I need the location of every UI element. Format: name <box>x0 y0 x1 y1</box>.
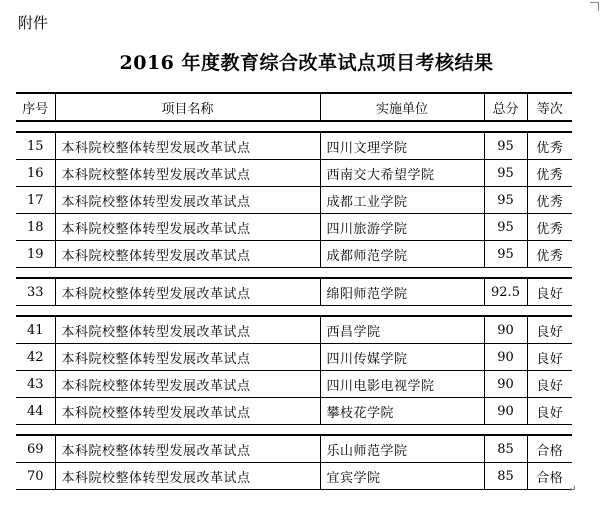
score-cell: 92.5 <box>484 278 527 306</box>
table-row <box>16 371 572 398</box>
unit-cell: 成都工业学院 <box>320 187 484 214</box>
grade-cell: 良好 <box>527 316 572 344</box>
grade-cell: 良好 <box>527 344 572 371</box>
project-name-cell: 本科院校整体转型发展改革试点 <box>55 278 320 306</box>
results-table <box>16 92 572 490</box>
separator-cell <box>16 121 572 132</box>
seq-cell: 43 <box>16 371 55 398</box>
group-separator <box>16 268 572 279</box>
project-name-cell: 本科院校整体转型发展改革试点 <box>55 187 320 214</box>
grade-cell: 良好 <box>527 398 572 425</box>
table-row <box>16 463 572 490</box>
seq-cell: 16 <box>16 160 55 187</box>
unit-cell: 成都师范学院 <box>320 241 484 268</box>
project-name-cell: 本科院校整体转型发展改革试点 <box>55 241 320 268</box>
score-cell: 85 <box>484 435 527 463</box>
grade-cell: 优秀 <box>527 132 572 160</box>
group-separator <box>16 121 572 132</box>
table-row <box>16 344 572 371</box>
column-header-grade: 等次 <box>527 93 572 121</box>
table-row <box>16 132 572 160</box>
project-name-cell: 本科院校整体转型发展改革试点 <box>55 435 320 463</box>
column-header-score: 总分 <box>484 93 527 121</box>
grade-cell: 优秀 <box>527 214 572 241</box>
separator-cell <box>16 425 572 436</box>
table-row <box>16 187 572 214</box>
score-cell: 90 <box>484 398 527 425</box>
grade-cell: 良好 <box>527 278 572 306</box>
project-name-cell: 本科院校整体转型发展改革试点 <box>55 214 320 241</box>
project-name-cell: 本科院校整体转型发展改革试点 <box>55 316 320 344</box>
unit-cell: 四川旅游学院 <box>320 214 484 241</box>
table-row <box>16 278 572 306</box>
table-row <box>16 214 572 241</box>
project-name-cell: 本科院校整体转型发展改革试点 <box>55 371 320 398</box>
unit-cell: 四川传媒学院 <box>320 344 484 371</box>
score-cell: 95 <box>484 241 527 268</box>
grade-cell: 优秀 <box>527 160 572 187</box>
grade-cell: 合格 <box>527 463 572 490</box>
grade-cell: 优秀 <box>527 241 572 268</box>
seq-cell: 18 <box>16 214 55 241</box>
score-cell: 95 <box>484 160 527 187</box>
table-row <box>16 316 572 344</box>
unit-cell: 乐山师范学院 <box>320 435 484 463</box>
score-cell: 90 <box>484 344 527 371</box>
table-row <box>16 435 572 463</box>
seq-cell: 70 <box>16 463 55 490</box>
table-row <box>16 398 572 425</box>
paragraph-mark: ↵ <box>568 484 577 495</box>
attachment-label: 附件 <box>18 14 49 32</box>
seq-cell: 17 <box>16 187 55 214</box>
document-title: 2016 年度教育综合改革试点项目考核结果 <box>119 52 494 74</box>
column-header-project: 项目名称 <box>55 93 320 121</box>
unit-cell: 攀枝花学院 <box>320 398 484 425</box>
unit-cell: 绵阳师范学院 <box>320 278 484 306</box>
score-cell: 85 <box>484 463 527 490</box>
score-cell: 95 <box>484 132 527 160</box>
project-name-cell: 本科院校整体转型发展改革试点 <box>55 132 320 160</box>
project-name-cell: 本科院校整体转型发展改革试点 <box>55 344 320 371</box>
unit-cell: 四川文理学院 <box>320 132 484 160</box>
page-corner-mark <box>590 2 599 11</box>
score-cell: 90 <box>484 316 527 344</box>
unit-cell: 宜宾学院 <box>320 463 484 490</box>
seq-cell: 42 <box>16 344 55 371</box>
group-separator <box>16 425 572 436</box>
table-row <box>16 241 572 268</box>
column-header-unit: 实施单位 <box>320 93 484 121</box>
seq-cell: 15 <box>16 132 55 160</box>
seq-cell: 41 <box>16 316 55 344</box>
score-cell: 95 <box>484 214 527 241</box>
project-name-cell: 本科院校整体转型发展改革试点 <box>55 463 320 490</box>
seq-cell: 44 <box>16 398 55 425</box>
seq-cell: 33 <box>16 278 55 306</box>
seq-cell: 69 <box>16 435 55 463</box>
score-cell: 90 <box>484 371 527 398</box>
table-body <box>16 121 572 490</box>
grade-cell: 良好 <box>527 371 572 398</box>
score-cell: 95 <box>484 187 527 214</box>
project-name-cell: 本科院校整体转型发展改革试点 <box>55 398 320 425</box>
grade-cell: 优秀 <box>527 187 572 214</box>
group-separator <box>16 306 572 317</box>
separator-cell <box>16 306 572 317</box>
seq-cell: 19 <box>16 241 55 268</box>
table-row <box>16 160 572 187</box>
unit-cell: 四川电影电视学院 <box>320 371 484 398</box>
unit-cell: 西南交大希望学院 <box>320 160 484 187</box>
grade-cell: 合格 <box>527 435 572 463</box>
table-header-row <box>16 93 572 121</box>
separator-cell <box>16 268 572 279</box>
project-name-cell: 本科院校整体转型发展改革试点 <box>55 160 320 187</box>
column-header-seq: 序号 <box>16 93 55 121</box>
unit-cell: 西昌学院 <box>320 316 484 344</box>
